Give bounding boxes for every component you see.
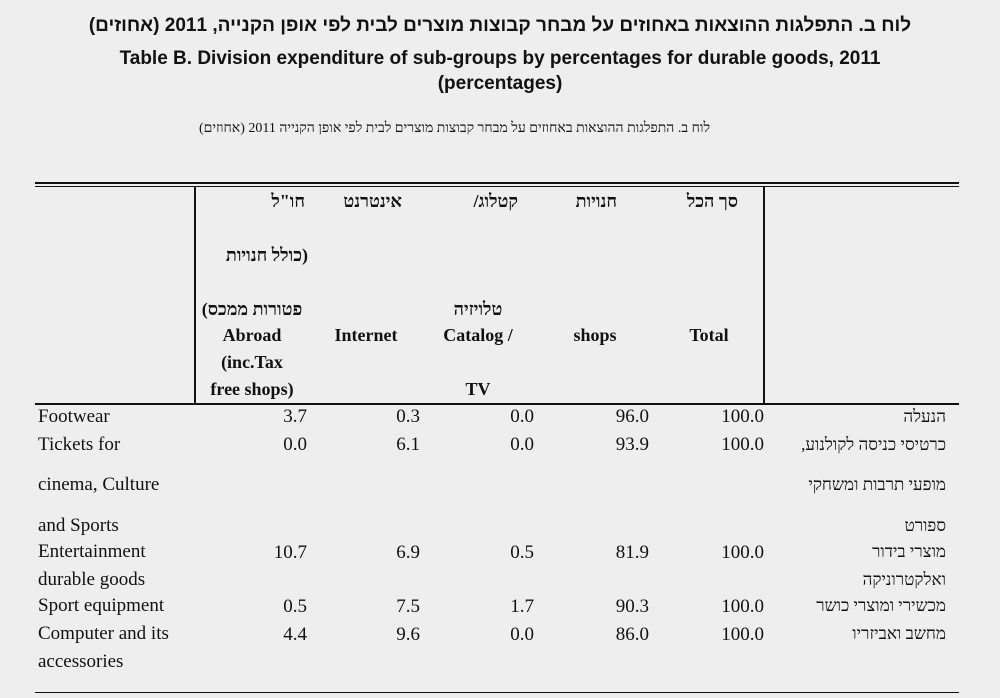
header-catalog-eng2: TV — [465, 379, 491, 399]
cell-abroad: 3.7 — [283, 406, 307, 427]
cell-total: 100.0 — [721, 406, 764, 427]
row-label-he: מוצרי בידור — [872, 542, 946, 561]
col-divider-right — [763, 186, 765, 404]
header-catalog-eng1: Catalog / — [443, 325, 513, 345]
cell-shops: 81.9 — [615, 542, 649, 563]
cell-internet: 7.5 — [396, 596, 420, 617]
header-internet-eng: Internet — [334, 325, 398, 345]
row-label-he: ואלקטרוניקה — [862, 570, 946, 589]
header-abroad-heb1: חו"ל — [271, 191, 305, 211]
row-label-he: מופעי תרבות ומשחקי — [808, 475, 946, 494]
header-catalog-heb2: טלויזיה — [453, 299, 503, 319]
row-label-he: מחשב ואביזריו — [852, 624, 946, 643]
cell-catalog: 0.0 — [510, 434, 534, 455]
cell-internet: 6.1 — [396, 434, 420, 455]
cell-catalog: 1.7 — [510, 596, 534, 617]
header-abroad-eng3: free shops) — [210, 379, 294, 399]
cell-abroad: 0.0 — [283, 434, 307, 455]
header-shops-eng: shops — [573, 325, 617, 345]
row-label-he: מכשירי ומוצרי כושר — [816, 596, 946, 615]
row-label-en: Entertainment — [38, 541, 146, 562]
header-abroad-heb3: פטורות ממכס) — [201, 299, 303, 319]
header-abroad-eng2: (inc.Tax — [221, 352, 283, 372]
header-total-heb: סך הכל — [686, 191, 738, 211]
row-label-en: durable goods — [38, 569, 146, 590]
header-total-eng: Total — [689, 325, 729, 345]
header-shops-heb: חנויות — [575, 191, 617, 211]
cell-total: 100.0 — [721, 624, 764, 645]
top-rule-thick — [35, 182, 959, 184]
cell-total: 100.0 — [721, 434, 764, 455]
cell-abroad: 4.4 — [283, 624, 307, 645]
cell-shops: 90.3 — [615, 596, 649, 617]
cell-shops: 86.0 — [615, 624, 649, 645]
cell-abroad: 0.5 — [283, 596, 307, 617]
cell-internet: 6.9 — [396, 542, 420, 563]
cell-catalog: 0.0 — [510, 406, 534, 427]
cell-total: 100.0 — [721, 596, 764, 617]
row-label-he: כרטיסי כניסה לקולנוע, — [801, 435, 946, 454]
row-label-en: Footwear — [38, 406, 110, 427]
title-hebrew: לוח ב. התפלגות ההוצאות באחוזים על מבחר קבוצות מוצרים לבית לפי אופן הקנייה, 2011 (אחוזים) — [88, 15, 912, 36]
cell-internet: 0.3 — [396, 406, 420, 427]
cell-shops: 96.0 — [615, 406, 649, 427]
header-abroad-eng1: Abroad — [222, 325, 282, 345]
table-subtitle: לוח ב. התפלגות ההוצאות באחוזים על מבחר קבוצות מוצרים לבית לפי אופן הקנייה 2011 (אחוזים) — [198, 121, 710, 136]
cell-total: 100.0 — [721, 542, 764, 563]
row-label-he: ספורט — [904, 516, 946, 535]
title-english: Table B. Division expenditure of sub-groups by percentages for durable goods, 2011 — [119, 48, 881, 69]
row-label-en: and Sports — [38, 515, 119, 536]
cell-catalog: 0.5 — [510, 542, 534, 563]
title-unit: (percentages) — [437, 73, 563, 94]
header-abroad-heb2: (כולל חנויות — [225, 245, 308, 265]
row-label-he: הנעלה — [903, 407, 946, 426]
row-label-en: accessories — [38, 651, 124, 672]
cell-internet: 9.6 — [396, 624, 420, 645]
row-label-en: Sport equipment — [38, 595, 165, 616]
header-internet-heb: אינטרנט — [343, 191, 402, 211]
cell-shops: 93.9 — [615, 434, 649, 455]
cell-catalog: 0.0 — [510, 624, 534, 645]
row-label-en: Tickets for — [38, 434, 121, 455]
bottom-rule — [35, 692, 959, 693]
row-label-en: Computer and its — [38, 623, 169, 644]
cell-abroad: 10.7 — [273, 542, 307, 563]
row-label-en: cinema, Culture — [38, 474, 160, 495]
header-catalog-heb1: קטלוג/ — [473, 191, 518, 211]
